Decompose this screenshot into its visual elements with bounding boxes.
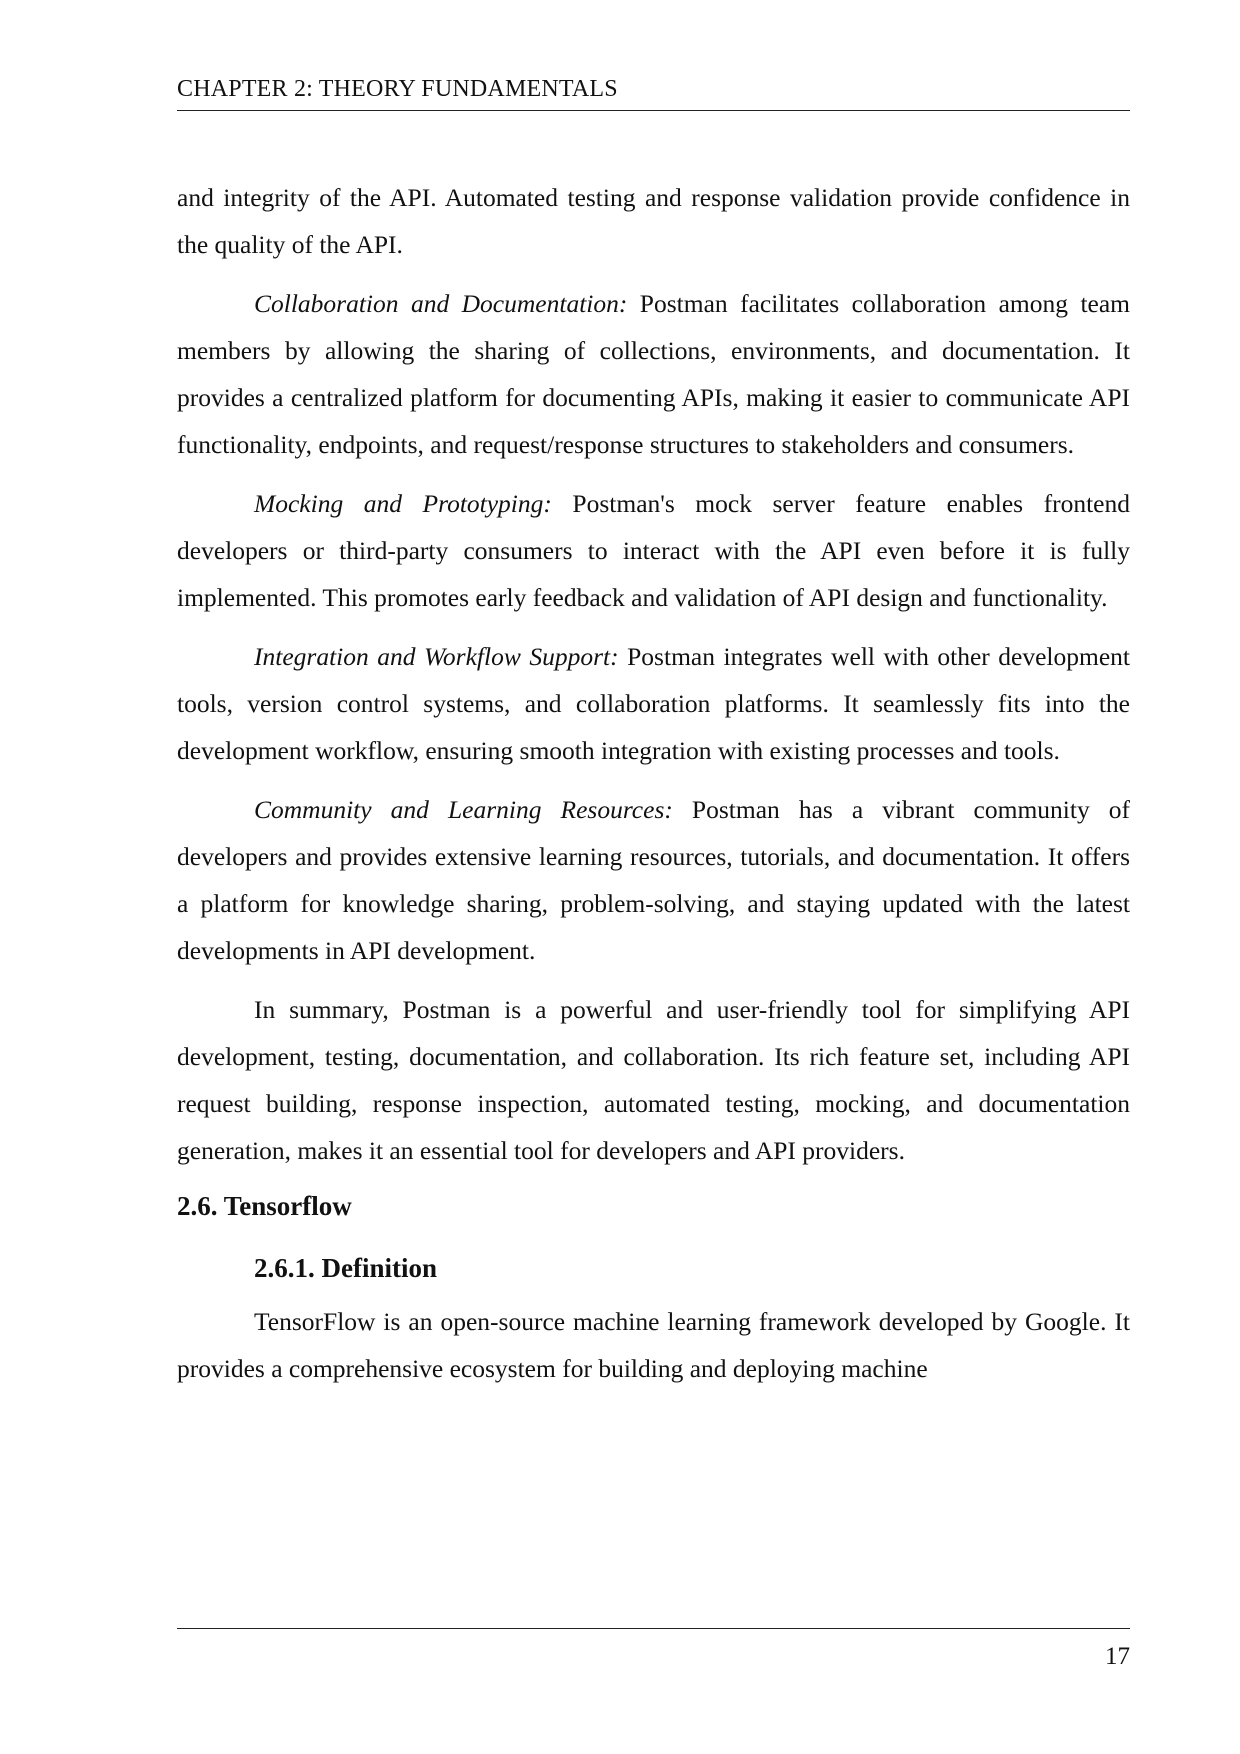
paragraph-tensorflow-intro: TensorFlow is an open-source machine learning framework developed by Google. It provides a comprehensive ecosystem for building and deploying machine <box>177 1307 1130 1383</box>
paragraph-integration <box>177 633 1130 774</box>
text-collaboration: Postman facilitates collaboration among team members by allowing the sharing of collections, environments, and documentation. It provides a centralized platform for documenting APIs, making it easier to communicate API functionality, endpoints, and request/response structures to stakeholders and consumers. <box>177 289 1130 459</box>
text-community: Postman has a vibrant community of developers and provides extensive learning resources, tutorials, and documentation. It offers a platform for knowledge sharing, problem-solving, and staying updated with the latest developments in API development. <box>177 795 1130 965</box>
page-number: 17 <box>1105 1643 1130 1670</box>
term-integration: Integration and Workflow Support: <box>254 642 619 671</box>
paragraph-community <box>177 786 1130 974</box>
term-collaboration: Collaboration and Documentation: <box>254 289 628 318</box>
paragraph-collaboration <box>177 280 1130 468</box>
page-body <box>177 174 1130 1392</box>
page-header <box>177 72 1130 111</box>
subsection-heading: 2.6.1. Definition <box>254 1253 438 1283</box>
section-heading: 2.6. Tensorflow <box>177 1191 352 1221</box>
paragraph-api-integrity: and integrity of the API. Automated testing and response validation provide confidence in the quality of the API. <box>177 183 1130 259</box>
paragraph-summary: In summary, Postman is a powerful and user-friendly tool for simplifying API development, testing, documentation, and collaboration. Its rich feature set, including API request building, response inspection, automated testing, mocking, and documentation generation, makes it an essential tool for developers and API providers. <box>177 995 1130 1165</box>
text-integration: Postman integrates well with other development tools, version control systems, and collaboration platforms. It seamlessly fits into the development workflow, ensuring smooth integration with existing processes and tools. <box>177 642 1131 765</box>
chapter-title: CHAPTER 2: THEORY FUNDAMENTALS <box>177 76 618 102</box>
text-mocking: Postman's mock server feature enables frontend developers or third-party consumers to interact with the API even before it is fully implemented. This promotes early feedback and validation of API design and functionality. <box>177 489 1130 612</box>
paragraph-mocking <box>177 480 1130 621</box>
term-community: Community and Learning Resources: <box>254 795 673 824</box>
footer-divider <box>177 1628 1130 1629</box>
term-mocking: Mocking and Prototyping: <box>254 489 552 518</box>
